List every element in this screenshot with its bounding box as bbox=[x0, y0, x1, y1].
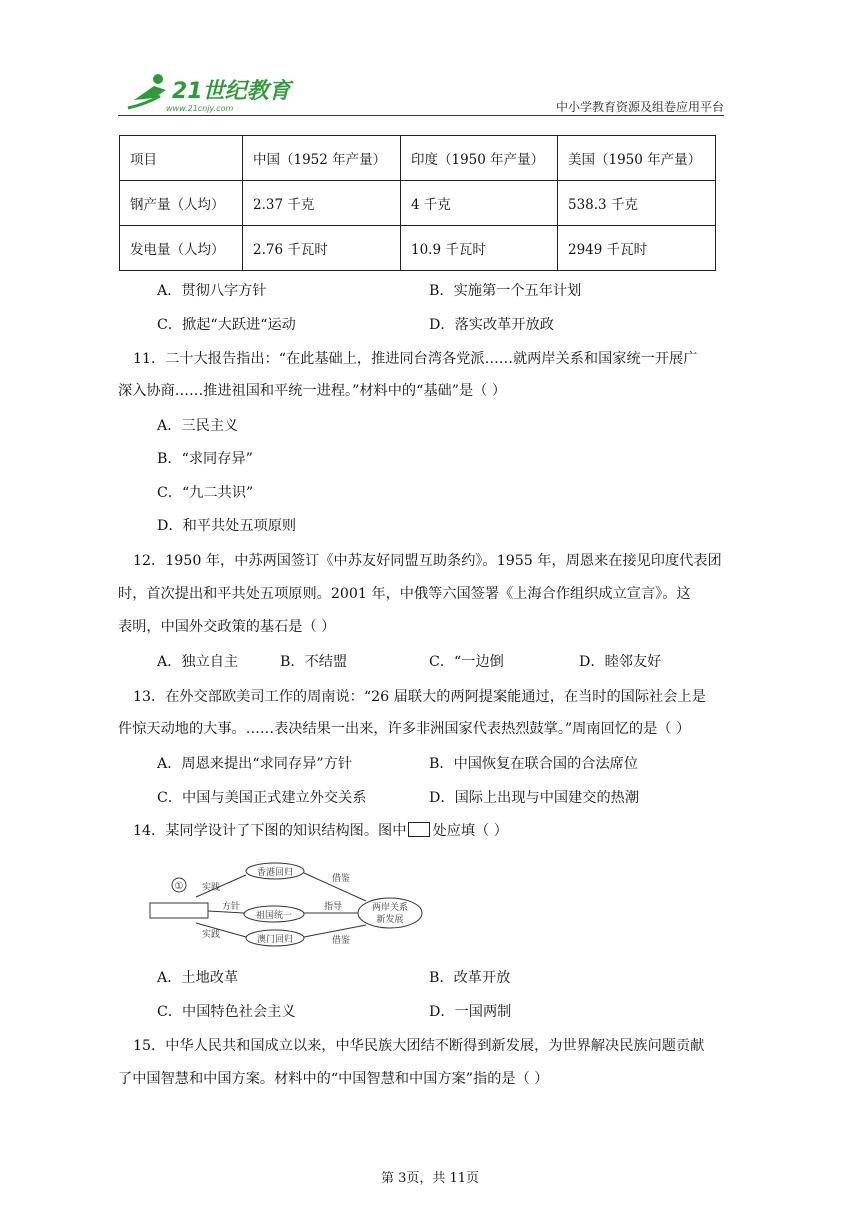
q14-stem-before: 14．某同学设计了下图的知识结构图。图中 bbox=[133, 823, 407, 839]
q12-option-c: C．“一边倒 bbox=[429, 654, 504, 670]
right-node-label-1: 两岸关系 bbox=[371, 903, 409, 913]
q10-option-c: C．掀起“大跃进“运动 bbox=[157, 317, 296, 333]
table-row bbox=[120, 181, 716, 226]
table-cell: 10.9 千瓦时 bbox=[401, 226, 558, 271]
q11-option-a: A．三民主义 bbox=[157, 418, 239, 434]
q15-stem-line1: 15．中华人民共和国成立以来，中华民族大团结不断得到新发展，为世界解决民族问题贡献 bbox=[133, 1038, 705, 1054]
q13-stem-line2: 件惊天动地的大事。……表决结果一出来，许多非洲国家代表热烈鼓掌。”周南回忆的是（ ） bbox=[118, 721, 691, 737]
q13-option-a: A．周恩来提出“求同存异”方针 bbox=[157, 756, 353, 772]
q11-stem-line2: 深入协商……推进祖国和平统一进程。”材料中的“基础”是（ ） bbox=[118, 383, 507, 399]
table-cell: 2949 千瓦时 bbox=[558, 226, 716, 271]
q13-option-c: C．中国与美国正式建立外交关系 bbox=[157, 790, 367, 806]
knowledge-structure-diagram bbox=[146, 857, 446, 949]
label-guide: 指导 bbox=[324, 902, 343, 912]
q12-stem-line2: 时，首次提出和平共处五项原则。2001 年，中俄等六国签署《上海合作组织成立宣言》。这 bbox=[118, 586, 691, 602]
top-node-label: 香港回归 bbox=[256, 868, 294, 878]
label-practice-bottom: 实践 bbox=[202, 930, 221, 940]
q10-option-d: D．落实改革开放政 bbox=[429, 317, 554, 333]
q11-option-c: C．“九二共识” bbox=[157, 485, 254, 501]
table-cell: 发电量（人均） bbox=[120, 226, 243, 271]
production-table bbox=[119, 135, 716, 271]
page-header bbox=[118, 64, 724, 116]
logo-main-text: 21世纪教育 bbox=[172, 79, 291, 104]
q15-stem-line2: 了中国智慧和中国方案。材料中的“中国智慧和中国方案”指的是（ ） bbox=[118, 1071, 549, 1087]
table-row bbox=[120, 226, 716, 271]
q14-stem bbox=[133, 821, 508, 841]
logo-sub-text: www.21cnjy.com bbox=[166, 104, 234, 113]
q12-stem-line1: 12．1950 年，中苏两国签订《中苏友好同盟互助条约》。1955 年，周恩来在接见印度代表团 bbox=[133, 553, 722, 569]
table-row bbox=[120, 136, 716, 181]
q14-stem-after: 处应填（ ） bbox=[432, 823, 508, 839]
center-node-label: 祖国统一 bbox=[255, 911, 293, 921]
q11-stem-line1: 11．二十大报告指出：“在此基础上，推进同台湾各党派……就两岸关系和国家统一开展广 bbox=[133, 351, 698, 367]
q12-option-b: B．不结盟 bbox=[280, 654, 348, 670]
q10-option-a: A．贯彻八字方针 bbox=[157, 283, 267, 299]
q12-option-a: A．独立自主 bbox=[157, 654, 239, 670]
q14-option-b: B．改革开放 bbox=[429, 970, 511, 986]
table-cell: 美国（1950 年产量） bbox=[558, 136, 716, 181]
table-cell: 2.76 千瓦时 bbox=[243, 226, 401, 271]
q13-option-d: D．国际上出现与中国建交的热潮 bbox=[429, 790, 640, 806]
q13-stem-line1: 13．在外交部欧美司工作的周南说：“26 届联大的两阿提案能通过，在当时的国际社会上是 bbox=[133, 689, 706, 705]
table-cell: 538.3 千克 bbox=[558, 181, 716, 226]
q13-option-b: B．中国恢复在联合国的合法席位 bbox=[429, 756, 639, 772]
header-rule bbox=[118, 115, 724, 116]
q14-option-a: A．土地改革 bbox=[157, 970, 239, 986]
q12-stem-line3: 表明，中国外交政策的基石是（ ） bbox=[118, 619, 336, 635]
q11-option-b: B．“求同存异” bbox=[157, 451, 253, 467]
q10-option-b: B．实施第一个五年计划 bbox=[429, 283, 582, 299]
label-ref-top: 借鉴 bbox=[332, 874, 351, 884]
table-cell: 中国（1952 年产量） bbox=[243, 136, 401, 181]
table-cell: 2.37 千克 bbox=[243, 181, 401, 226]
table-cell: 项目 bbox=[120, 136, 243, 181]
blank-box bbox=[150, 903, 208, 918]
blank-box-icon bbox=[408, 822, 430, 837]
table-cell: 钢产量（人均） bbox=[120, 181, 243, 226]
label-policy: 方针 bbox=[222, 902, 241, 912]
q14-option-c: C．中国特色社会主义 bbox=[157, 1004, 296, 1020]
label-practice-top: 实践 bbox=[202, 883, 221, 893]
circle-number: ① bbox=[174, 881, 184, 892]
q14-option-d: D．一国两制 bbox=[429, 1004, 512, 1020]
platform-name: 中小学教育资源及组卷应用平台 bbox=[555, 100, 724, 114]
site-logo bbox=[124, 70, 314, 114]
page-number: 第 3页，共 11页 bbox=[380, 1171, 480, 1186]
label-ref-bottom: 借鉴 bbox=[332, 936, 351, 946]
bottom-node-label: 澳门回归 bbox=[256, 935, 294, 945]
right-node-label-2: 新发展 bbox=[376, 915, 404, 925]
table-cell: 4 千克 bbox=[401, 181, 558, 226]
q11-option-d: D．和平共处五项原则 bbox=[157, 518, 297, 534]
table-cell: 印度（1950 年产量） bbox=[401, 136, 558, 181]
q12-option-d: D．睦邻友好 bbox=[579, 654, 662, 670]
